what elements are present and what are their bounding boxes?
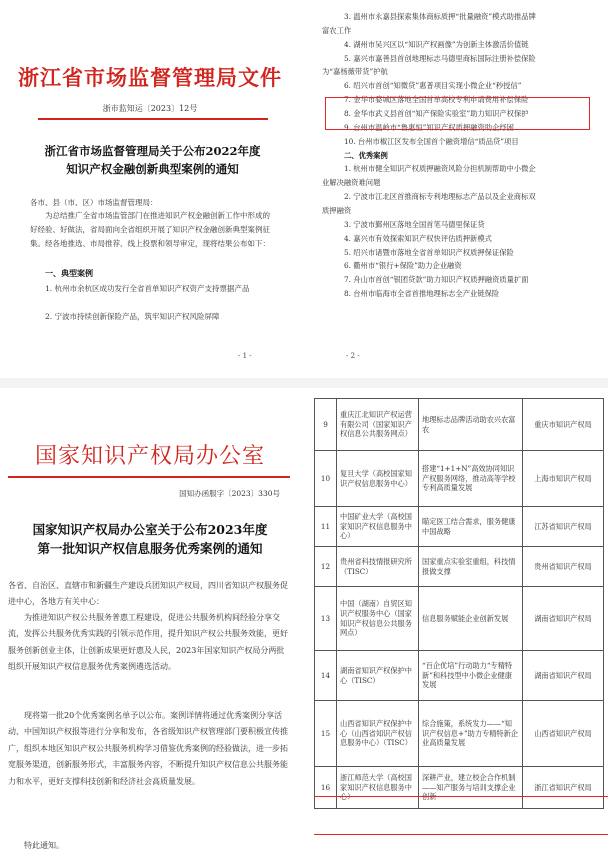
highlight-box xyxy=(314,796,608,835)
case-name: 地理标志品牌活动助农兴农富农 xyxy=(419,399,523,451)
list-item: 4. 嘉兴市有效探索知识产权快评估质押新模式 xyxy=(344,233,492,243)
case-list xyxy=(322,10,594,301)
case-name: 国家重点实验室重组，科技情报做支撑 xyxy=(419,547,523,587)
highlight-box xyxy=(325,97,590,130)
case-number: 13 xyxy=(315,587,337,651)
case-number: 16 xyxy=(315,767,337,809)
recommending-unit: 重庆市知识产权局 xyxy=(523,399,604,451)
list-item: 质押融资 xyxy=(322,206,352,216)
case-organization: 浙江师范大学（高校国家知识产权信息服务中心） xyxy=(337,767,419,809)
table-row xyxy=(315,587,604,651)
list-item: 5. 绍兴市诸暨市落地全省首单知识产权质押保证保险 xyxy=(344,247,514,257)
section-divider xyxy=(0,378,608,388)
body-paragraph: 为总结推广全省市场监管部门在推进知识产权金融创新工作中形成的好经验、好做法，省局面向全省组织开展了知识产权金融创新典型案例征集。经各地推选、市局推荐、线上投票和领导审定，现将结果公布如下： xyxy=(30,211,270,248)
list-item: 3. 宁波市鄞州区落地全国首笔马德里保证贷 xyxy=(344,219,485,229)
title-line: 第一批知识产权信息服务优秀案例的通知 xyxy=(37,541,263,557)
list-item-highlighted: 7. 金华市婺城区落地全国首单高校专利申请费用补偿保险 xyxy=(344,95,529,105)
table-row xyxy=(315,451,604,507)
case-organization: 中国（湖南）自贸区知识产权服务中心（国家知识产权信息公共服务网点） xyxy=(337,587,419,651)
page-number: - 1 - xyxy=(238,352,252,360)
list-item: 2. 宁波市江北区首推商标专利地理标志产品以及企业商标双 xyxy=(344,192,536,202)
case-organization: 复旦大学（高校国家知识产权信息服务中心） xyxy=(337,451,419,507)
notice-title xyxy=(30,143,275,179)
recommending-unit: 湖南省知识产权局 xyxy=(523,651,604,701)
recommending-unit: 山西省知识产权局 xyxy=(523,701,604,767)
document-header: 国家知识产权局办公室 xyxy=(34,444,265,469)
list-item: 4. 湖州市吴兴区以“知识产权画像”为创新主体激活价值链 xyxy=(344,39,529,49)
page-number: - 2 - xyxy=(346,352,360,360)
list-item: 6. 衢州市“银行+保险”助力企业融资 xyxy=(344,261,462,271)
table-row xyxy=(315,507,604,547)
table-row xyxy=(315,547,604,587)
recommending-unit: 湖南省知识产权局 xyxy=(523,587,604,651)
recommending-unit: 浙江省知识产权局 xyxy=(523,767,604,809)
case-organization: 湖南省知识产权保护中心（TISC） xyxy=(337,651,419,701)
list-item: 为“嘉杨薇带货”护航 xyxy=(322,67,388,77)
case-number: 15 xyxy=(315,701,337,767)
notice-page-4 xyxy=(300,392,608,866)
case-number: 10 xyxy=(315,451,337,507)
list-item: 业解决融资难问题 xyxy=(322,178,381,188)
title-line: 国家知识产权局办公室关于公布2023年度 xyxy=(32,522,268,537)
list-item: 1. 杭州市健全知识产权质押融资风险分担机制帮助中小微企 xyxy=(344,164,536,174)
list-item: 9. 台州市温岭市“鲁惠恒”知识产权质押融资助企纾困 xyxy=(344,122,514,132)
body-paragraph: 为推进知识产权公共服务普惠工程建设，促进公共服务机构间经验分享交流，发挥公共服务优秀实践的引领示范作用，提升知识产权公共服务效能，更好服务创新创业主体，让创新成果更好惠及人民，2023年国家知识产权局分两批组织开展知识产权信息服务优秀案例遴选活动。 xyxy=(8,613,288,672)
case-name: 瞄定医工结合需求，服务健康中国战略 xyxy=(419,507,523,547)
salutation: 各省、自治区、直辖市和新疆生产建设兵团知识产权局，四川省知识产权服务促进中心，各地方有关中心： xyxy=(8,581,288,607)
list-item: 1. 杭州市余杭区成功发行全省首单知识产权资产支持票据产品 xyxy=(45,284,250,293)
case-number: 14 xyxy=(315,651,337,701)
list-item: 5. 嘉兴市嘉善县首创地理标志马德里商标国际注册补偿保险 xyxy=(344,53,536,63)
list-item-highlighted: 8. 金华市武义县首创“知产保险实验室”助力知识产权保护 xyxy=(344,109,529,119)
case-organization: 重庆江北知识产权运营有限公司（国家知识产权信息公共服务网点） xyxy=(337,399,419,451)
body-paragraph: 现将第一批20个优秀案例名单予以公布。案例详情将通过优秀案例分享活动、中国知识产权报等进行分享和发布，各省级知识产权管理部门要积极宣传推广，组织本地区知识产权公共服务机构学习借鉴优秀案例的经验做法，进一步拓宽服务渠道，创新服务形式，丰富服务内容，不断提升知识产权信息公共服务能力和水平，更好支撑科技创新和经济社会高质量发展。 xyxy=(8,711,288,786)
recommending-unit: 江苏省知识产权局 xyxy=(523,507,604,547)
salutation: 各市、县（市、区）市场监督管理局： xyxy=(30,198,158,207)
list-item: 3. 温州市永嘉县探索集体商标质押“批量融资”模式助推品牌 xyxy=(344,12,536,21)
document-number: 国知办函服字〔2023〕330号 xyxy=(179,489,280,498)
section-heading: 一、典型案例 xyxy=(45,268,93,278)
table-row xyxy=(315,651,604,701)
case-organization: 贵州省科技情报研究所（TISC） xyxy=(337,547,419,587)
document-header: 浙江省市场监督管理局文件 xyxy=(18,66,282,90)
case-number: 9 xyxy=(315,399,337,451)
list-item: 7. 舟山市首创“银团贷款”助力知识产权质押融资质量扩面 xyxy=(344,275,529,285)
section-heading: 二、优秀案例 xyxy=(344,150,388,160)
list-item: 10. 台州市椒江区发布全国首个融资增信“质品贷”项目 xyxy=(344,136,519,146)
document-number: 浙市监知运〔2023〕12号 xyxy=(102,104,198,113)
case-name: “百企优培”行动助力“专精特新”和科技型中小微企业健康发展 xyxy=(419,651,523,701)
notice-title xyxy=(10,520,290,559)
closing: 特此通知。 xyxy=(24,841,64,850)
case-number: 11 xyxy=(315,507,337,547)
recommending-unit: 贵州省知识产权局 xyxy=(523,547,604,587)
title-line: 知识产权金融创新典型案例的通知 xyxy=(66,161,239,176)
case-number: 12 xyxy=(315,547,337,587)
case-name: 综合施策，系统发力——“知识产权信息+”助力专精特新企业高质量发展 xyxy=(419,701,523,767)
case-name: 深耕产业，建立校企合作机制——知产服务与培训支撑企业创新 xyxy=(419,767,523,809)
notice-page-1 xyxy=(0,0,300,372)
case-organization: 中国矿业大学（高校国家知识产权信息服务中心） xyxy=(337,507,419,547)
list-item: 2. 宁波市持续创新保险产品，筑牢知识产权风险屏障 xyxy=(45,312,220,321)
list-item: 6. 绍兴市首创“知微贷”惠普项目实现小微企业“秒授信” xyxy=(344,81,522,91)
case-name: 搭建“1+1+N”高效协同知识产权服务网络，推动高等学校专利高质量发展 xyxy=(419,451,523,507)
notice-page-2 xyxy=(308,0,608,372)
recommending-unit: 上海市知识产权局 xyxy=(523,451,604,507)
table-row xyxy=(315,399,604,451)
case-name: 信息服务赋能企业创新发展 xyxy=(419,587,523,651)
table-row xyxy=(315,701,604,767)
list-item: 8. 台州市临海市全省首推地理标志全产业链保险 xyxy=(344,289,500,299)
notice-page-3 xyxy=(0,392,300,866)
case-table xyxy=(314,398,604,809)
red-divider xyxy=(8,476,290,478)
case-organization: 山西省知识产权保护中心（山西省知识产权信息服务中心）（TISC） xyxy=(337,701,419,767)
list-item: 富农工作 xyxy=(322,25,352,35)
red-divider xyxy=(38,118,268,120)
title-line: 浙江省市场监督管理局关于公布2022年度 xyxy=(44,144,261,158)
